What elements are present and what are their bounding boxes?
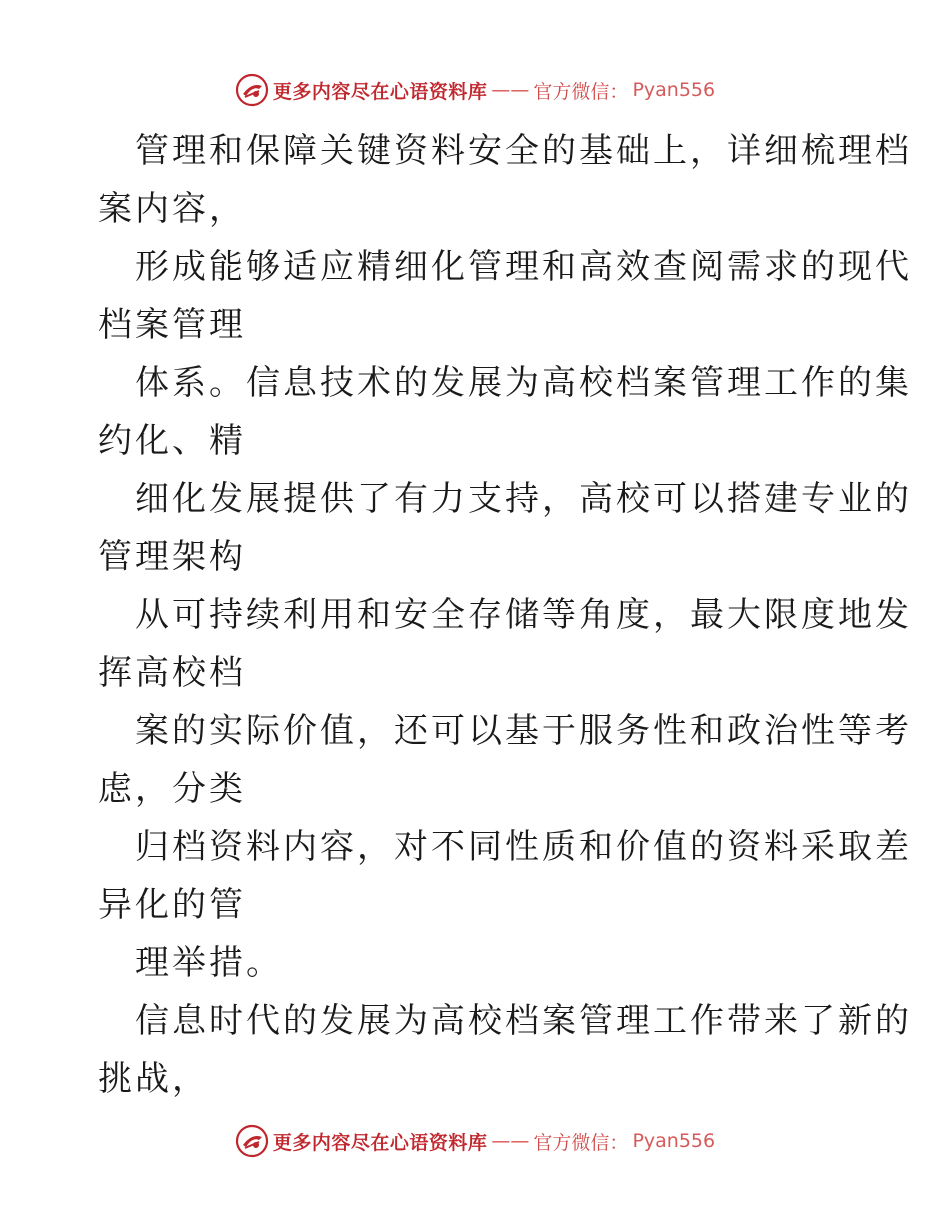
text-line: 归档资料内容，对不同性质和价值的资料采取差: [135, 827, 912, 867]
red-book-logo-icon: [235, 1124, 269, 1158]
text-line: 虑，分类: [98, 769, 246, 809]
text-line: 形成能够适应精细化管理和高效查阅需求的现代: [135, 247, 912, 287]
red-book-logo-icon: [235, 73, 269, 107]
text-line: 信息时代的发展为高校档案管理工作带来了新的: [135, 1001, 912, 1041]
text-line: 理举措。: [135, 943, 283, 983]
text-line: 管理架构: [98, 537, 246, 577]
banner-slogan: 更多内容尽在心语资料库: [272, 1131, 488, 1154]
text-line: 细化发展提供了有力支持，高校可以搭建专业的: [135, 479, 912, 519]
text-line: 挥高校档: [98, 653, 246, 693]
document-body: [98, 122, 912, 1108]
text-line: 挑战，: [98, 1059, 209, 1099]
banner-slogan: 更多内容尽在心语资料库: [272, 80, 488, 103]
banner-dash: ——: [491, 1130, 530, 1152]
text-line: 约化、精: [98, 421, 246, 461]
text-line: 从可持续利用和安全存储等角度，最大限度地发: [135, 595, 912, 635]
banner-dash: ——: [491, 79, 530, 101]
text-line: 案的实际价值，还可以基于服务性和政治性等考: [135, 711, 912, 751]
text-line: 体系。信息技术的发展为高校档案管理工作的集: [135, 363, 912, 403]
text-line: 异化的管: [98, 885, 246, 925]
footer-banner: [0, 1121, 950, 1161]
wechat-id: Pyan556: [632, 1130, 716, 1152]
wechat-label: 官方微信：: [533, 80, 629, 103]
wechat-label: 官方微信：: [533, 1131, 629, 1154]
text-line: 案内容，: [98, 189, 246, 229]
wechat-id: Pyan556: [632, 79, 716, 101]
header-banner: [0, 70, 950, 110]
text-line: 管理和保障关键资料安全的基础上，详细梳理档: [135, 131, 912, 171]
text-line: 档案管理: [98, 305, 246, 345]
